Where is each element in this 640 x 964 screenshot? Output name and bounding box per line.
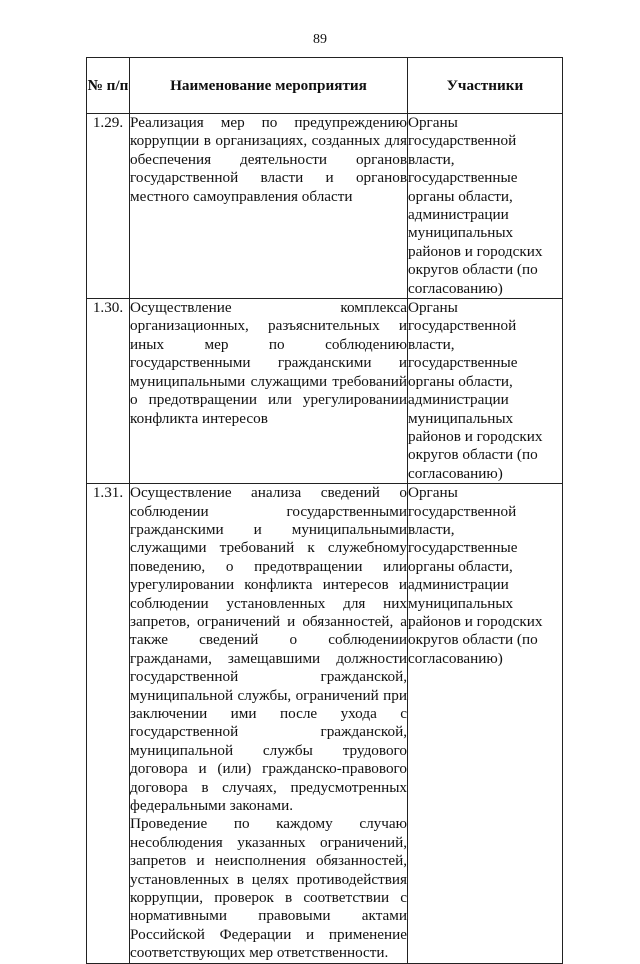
column-header-participants: Участники <box>408 58 563 114</box>
row-number: 1.29. <box>87 114 130 299</box>
activity-paragraph: Реализация мер по предупреждению коррупции в организациях, созданных для обеспечения деятельности органов государственной власти и органов местного самоуправления области <box>130 114 407 205</box>
activity-name <box>130 299 408 484</box>
row-number: 1.31. <box>87 484 130 964</box>
activity-paragraph: Проведение по каждому случаю несоблюдения указанных ограничений, запретов и неисполнения обязанностей, установленных в целях противодействия коррупции, проверок в соответствии с нормативными правовыми актами Российской Федерации и применение соответствующих мер ответственности. <box>130 815 407 962</box>
table-row <box>87 114 563 299</box>
activity-name <box>130 114 408 299</box>
activity-paragraph: Осуществление комплекса организационных, разъяснительных и иных мер по соблюдению государственными гражданскими и муниципальными служащими требований о предотвращении или урегулировании конфликта интересов <box>130 299 407 427</box>
row-number: 1.30. <box>87 299 130 484</box>
column-header-activity: Наименование мероприятия <box>130 58 408 114</box>
participants: Органы государственной власти, государственные органы области, администрации муниципальных районов и городских округов области (по согласованию) <box>408 299 563 484</box>
table-row <box>87 299 563 484</box>
activity-paragraph: Осуществление анализа сведений о соблюдении государственными гражданскими и муниципальными служащими требований к служебному поведению, о предотвращении или урегулировании конфликта интересов и соблюдении установленных для них запретов, ограничений и обязанностей, а также сведений о соблюдении гражданами, замещавшими должности государственной гражданской, муниципальной службы, ограничений при заключении ими после ухода с государственной гражданской, муниципальной службы трудового договора и (или) гражданско-правового договора в случаях, предусмотренных федеральными законами. <box>130 484 407 815</box>
activities-table <box>86 57 563 964</box>
table-row <box>87 484 563 964</box>
table-header-row <box>87 58 563 114</box>
column-header-number: № п/п <box>87 58 130 114</box>
participants: Органы государственной власти, государственные органы области, администрации муниципальных районов и городских округов области (по согласованию) <box>408 114 563 299</box>
page-number: 89 <box>313 32 327 47</box>
participants: Органы государственной власти, государственные органы области, администрации муниципальных районов и городских округов области (по согласованию) <box>408 484 563 964</box>
activity-name <box>130 484 408 964</box>
